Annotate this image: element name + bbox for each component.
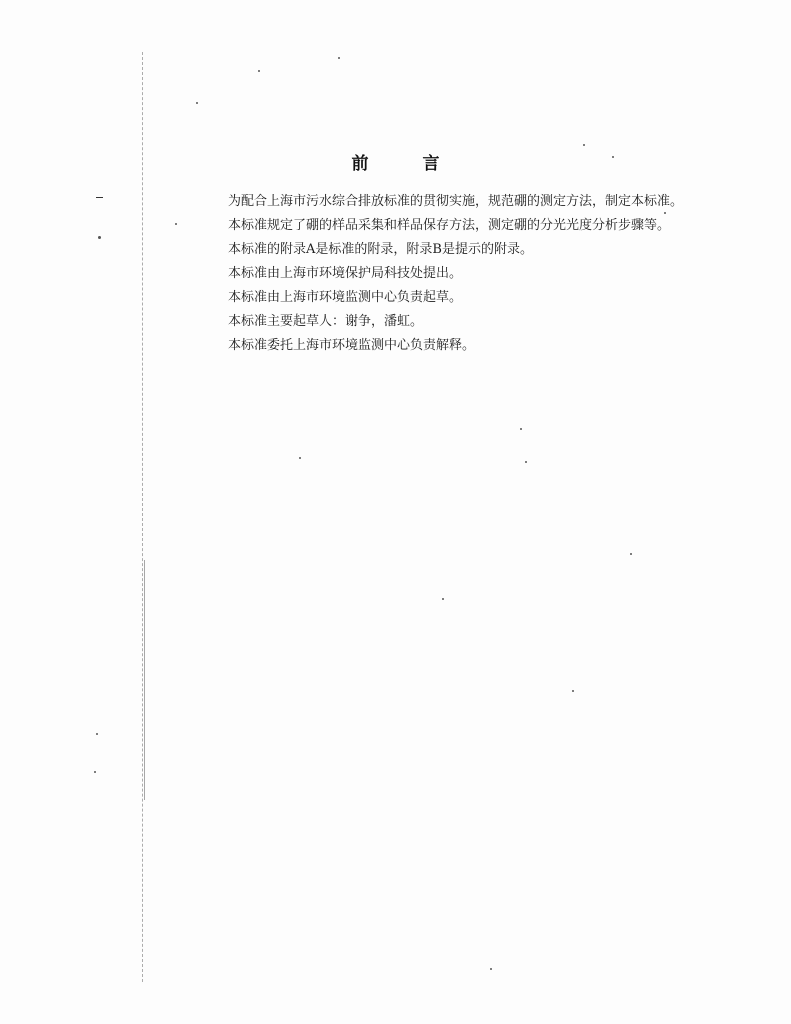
binding-edge-shadow bbox=[144, 560, 145, 800]
scan-speck bbox=[196, 102, 198, 104]
scan-speck bbox=[94, 771, 96, 773]
scan-speck bbox=[490, 968, 492, 970]
scan-speck bbox=[572, 690, 574, 692]
scan-speck bbox=[583, 144, 585, 146]
paragraph-purpose: 为配合上海市污水综合排放标准的贯彻实施，规范硼的测定方法，制定本标准。 bbox=[228, 194, 684, 209]
scan-speck bbox=[338, 57, 340, 59]
paragraph-appendix: 本标准的附录A是标准的附录，附录B是提示的附录。 bbox=[228, 242, 533, 257]
scan-speck bbox=[175, 223, 177, 225]
paragraph-scope: 本标准规定了硼的样品采集和样品保存方法，测定硼的分光光度分析步骤等。 bbox=[228, 218, 671, 233]
scan-speck bbox=[299, 457, 301, 459]
scan-speck bbox=[98, 236, 101, 239]
scan-speck bbox=[520, 428, 522, 430]
scan-speck bbox=[258, 70, 260, 72]
binding-edge bbox=[142, 52, 143, 982]
paragraph-authors: 本标准主要起草人：谢争，潘虹。 bbox=[228, 314, 424, 329]
scan-speck bbox=[630, 553, 632, 555]
page-title: 前 言 bbox=[351, 154, 464, 175]
preface-body bbox=[200, 190, 686, 358]
scan-speck bbox=[96, 733, 98, 735]
paragraph-interpretation: 本标准委托上海市环境监测中心负责解释。 bbox=[228, 338, 476, 353]
scan-speck bbox=[442, 598, 444, 600]
paragraph-proposer: 本标准由上海市环境保护局科技处提出。 bbox=[228, 266, 463, 281]
scan-speck bbox=[525, 461, 527, 463]
paragraph-drafter: 本标准由上海市环境监测中心负责起草。 bbox=[228, 290, 463, 305]
scan-mark bbox=[96, 197, 103, 198]
